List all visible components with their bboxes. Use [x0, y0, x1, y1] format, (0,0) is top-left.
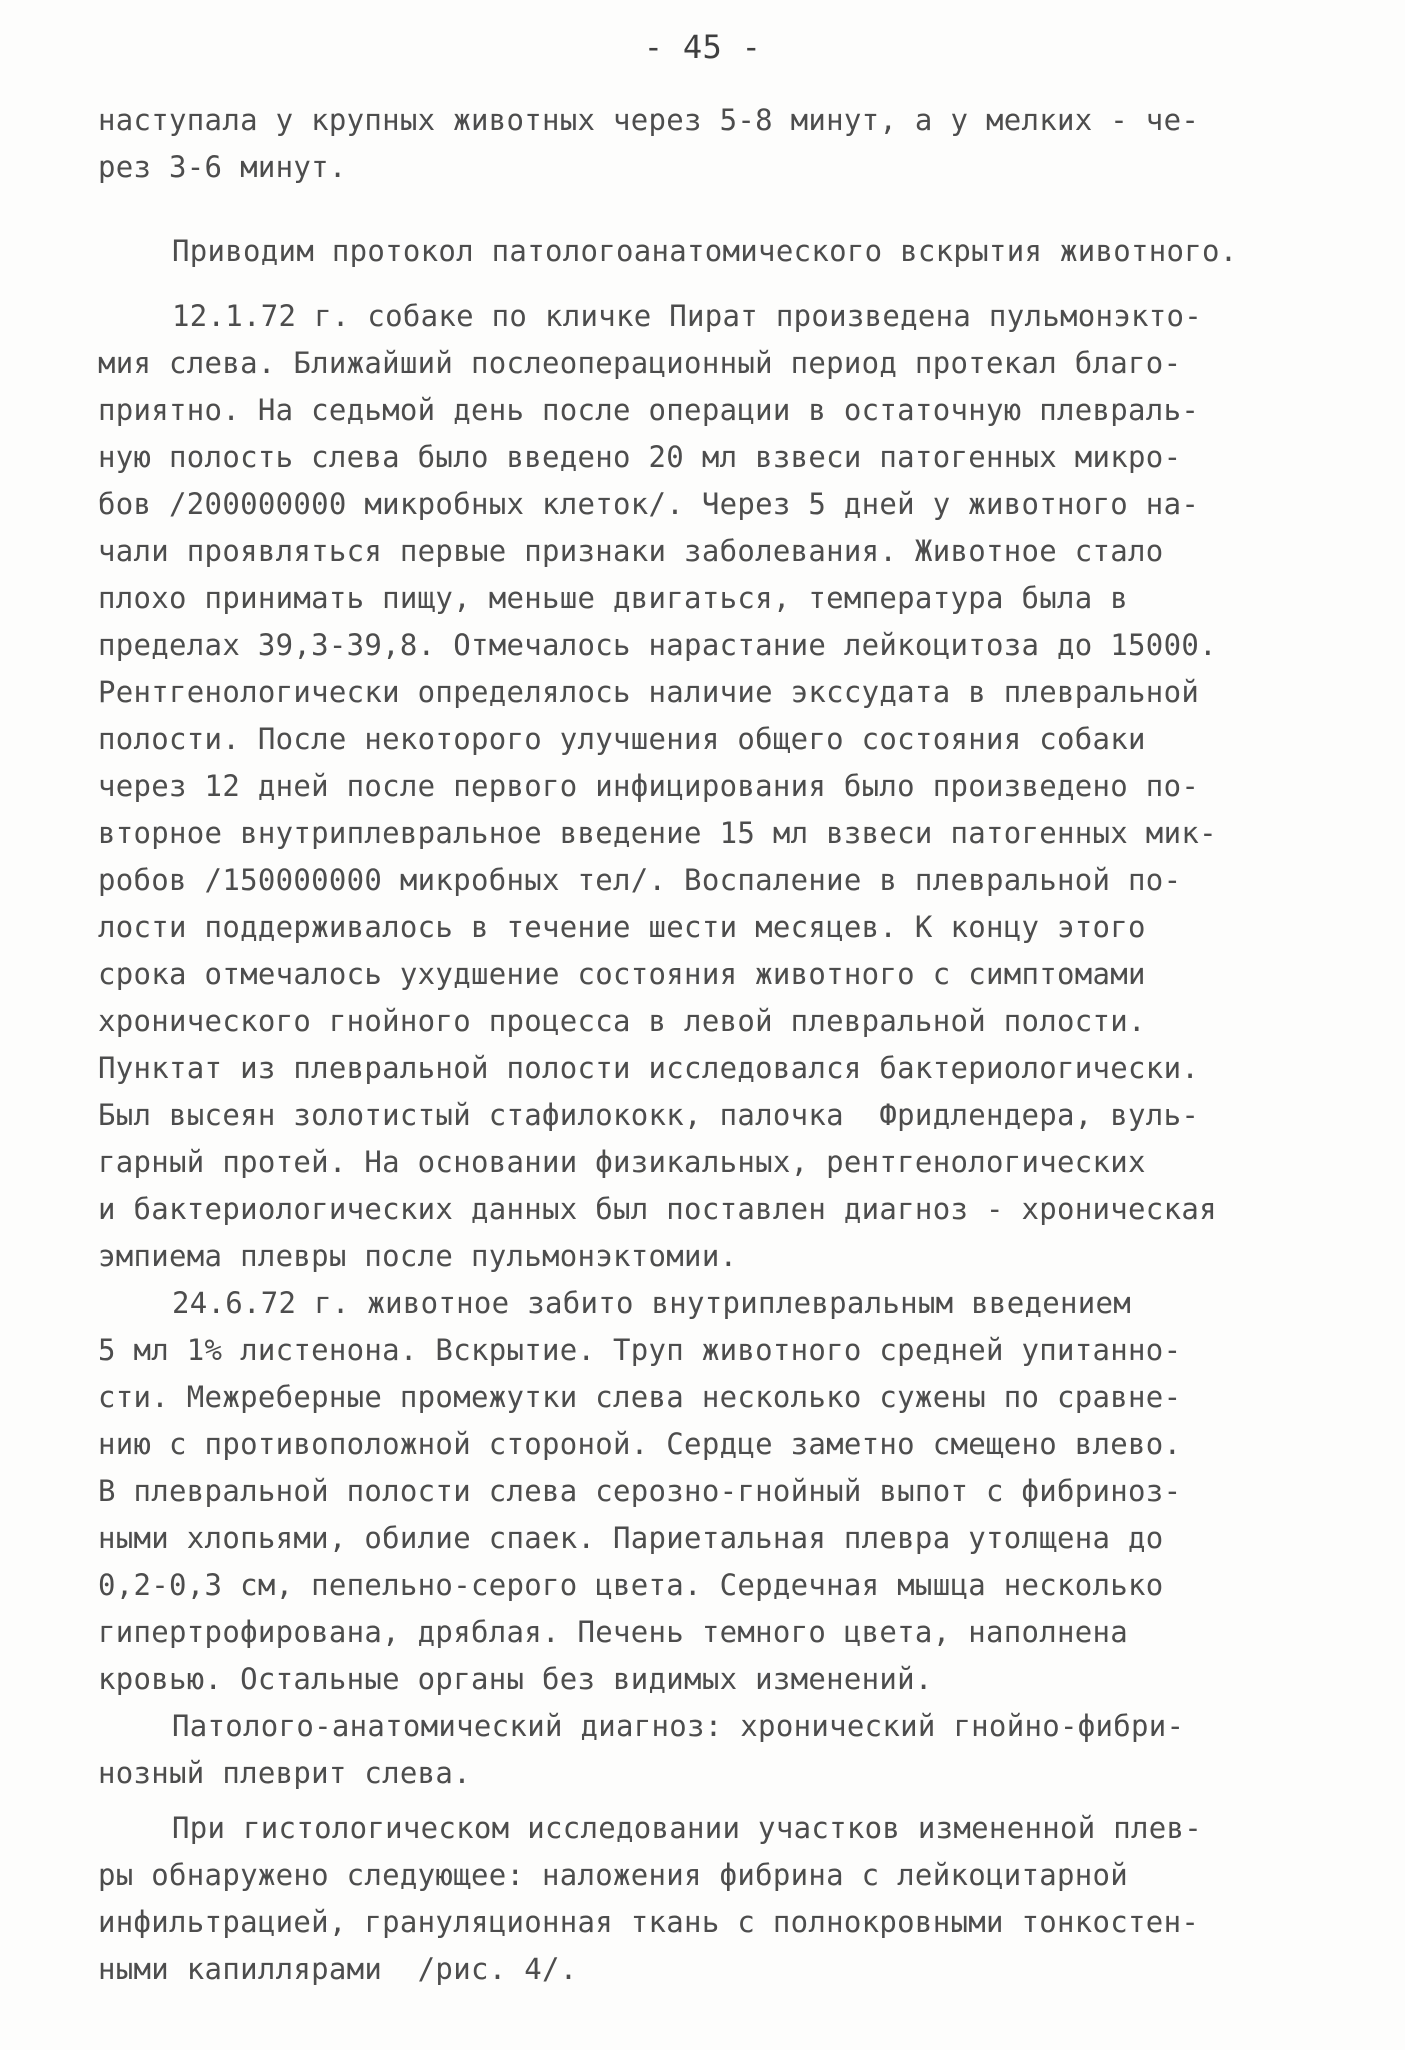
text-line: и бактериологических данных был поставлен диагноз - хроническая: [98, 1192, 1217, 1226]
text-line: Рентгенологически определялось наличие экссудата в плевральной: [98, 675, 1200, 709]
page-number: - 45 -: [643, 28, 762, 66]
text-line: Приводим протокол патологоанатомического вскрытия животного.: [172, 234, 1238, 268]
text-line: ную полость слева было введено 20 мл взвеси патогенных микро-: [98, 440, 1182, 474]
text-line: рез 3-6 минут.: [98, 150, 347, 184]
text-line: лости поддерживалось в течение шести месяцев. К концу этого: [98, 910, 1146, 944]
text-line: Был высеян золотистый стафилококк, палочка Фридлендера, вуль-: [98, 1098, 1200, 1132]
text-line: ными хлопьями, обилие спаек. Париетальная плевра утолщена до: [98, 1521, 1164, 1555]
text-line: 12.1.72 г. собаке по кличке Пират произведена пульмонэкто-: [172, 299, 1203, 333]
text-line: наступала у крупных животных через 5-8 минут, а у мелких - че-: [98, 103, 1200, 137]
text-line: нозный плеврит слева.: [98, 1756, 471, 1790]
text-line: При гистологическом исследовании участков измененной плев-: [172, 1811, 1203, 1845]
text-line: 0,2-0,3 см, пепельно-серого цвета. Сердечная мышца несколько: [98, 1568, 1164, 1602]
text-line: хронического гнойного процесса в левой плевральной полости.: [98, 1004, 1146, 1038]
text-line: 5 мл 1% листенона. Вскрытие. Труп животного средней упитанно-: [98, 1333, 1182, 1367]
text-line: Пунктат из плевральной полости исследовался бактериологически.: [98, 1051, 1200, 1085]
text-line: Патолого-анатомический диагноз: хронический гнойно-фибри-: [172, 1709, 1185, 1743]
text-line: В плевральной полости слева серозно-гнойный выпот с фибриноз-: [98, 1474, 1182, 1508]
text-line: гипертрофирована, дряблая. Печень темного цвета, наполнена: [98, 1615, 1129, 1649]
text-line: ными капиллярами /рис. 4/.: [98, 1952, 578, 1986]
text-line: гарный протей. На основании физикальных, рентгенологических: [98, 1145, 1146, 1179]
text-line: 24.6.72 г. животное забито внутриплевральным введением: [172, 1286, 1132, 1320]
text-line: ры обнаружено следующее: наложения фибрина с лейкоцитарной: [98, 1858, 1129, 1892]
text-line: эмпиема плевры после пульмонэктомии.: [98, 1239, 738, 1273]
text-line: робов /150000000 микробных тел/. Воспаление в плевральной по-: [98, 863, 1182, 897]
text-line: вторное внутриплевральное введение 15 мл взвеси патогенных мик-: [98, 816, 1217, 850]
text-line: через 12 дней после первого инфицирования было произведено по-: [98, 769, 1200, 803]
text-line: чали проявляться первые признаки заболевания. Животное стало: [98, 534, 1164, 568]
text-line: срока отмечалось ухудшение состояния животного с симптомами: [98, 957, 1146, 991]
text-line: нию с противоположной стороной. Сердце заметно смещено влево.: [98, 1427, 1182, 1461]
text-line: плохо принимать пищу, меньше двигаться, температура была в: [98, 581, 1129, 615]
text-line: мия слева. Ближайший послеоперационный период протекал благо-: [98, 346, 1182, 380]
text-line: бов /200000000 микробных клеток/. Через 5 дней у животного на-: [98, 487, 1200, 521]
text-line: сти. Межреберные промежутки слева несколько сужены по сравне-: [98, 1380, 1182, 1414]
text-line: кровью. Остальные органы без видимых изменений.: [98, 1662, 933, 1696]
text-line: приятно. На седьмой день после операции в остаточную плевраль-: [98, 393, 1200, 427]
text-line: инфильтрацией, грануляционная ткань с полнокровными тонкостен-: [98, 1905, 1200, 1939]
text-line: пределах 39,3-39,8. Отмечалось нарастание лейкоцитоза до 15000.: [98, 628, 1217, 662]
text-line: полости. После некоторого улучшения общего состояния собаки: [98, 722, 1146, 756]
